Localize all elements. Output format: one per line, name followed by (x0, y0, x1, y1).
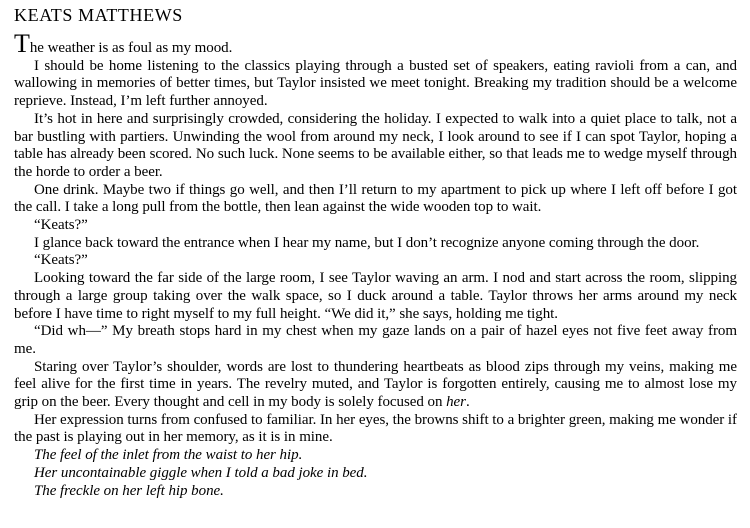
dialogue-paragraph: “Keats?” (34, 252, 88, 269)
body-paragraph: It’s hot in here and surprisingly crowded, considering the holiday. I expected to walk into a quiet place to talk, not a bar bustling with partiers. Unwinding the wool from around my neck, I look around to see if I can spot Taylor, hoping a table has already been scored. No such luck. None seems to be available either, so that leads me to wedge myself through the horde to order a beer. (14, 110, 737, 180)
drop-cap: T (14, 29, 30, 58)
focus-text-before: Staring over Taylor’s shoulder, words are lost to thundering heartbeats as blood zips through my veins, making me feel alive for the first time in years. The revelry muted, and Taylor is forgotten entirely, causing me to almost lose my grip on the beer. Every thought and cell in my body is solely focused on (14, 358, 737, 411)
memory-line: The feel of the inlet from the waist to her hip. (34, 447, 303, 464)
dialogue-paragraph: “Keats?” (34, 217, 88, 234)
opening-text: he weather is as foul as my mood. (29, 40, 233, 56)
body-paragraph: “Did wh—” My breath stops hard in my chest when my gaze lands on a pair of hazel eyes not five feet away from me. (14, 323, 737, 357)
body-paragraph: I glance back toward the entrance when I hear my name, but I don’t recognize anyone coming through the door. (34, 234, 700, 251)
body-paragraph: One drink. Maybe two if things go well, and then I’ll return to my apartment to pick up where I left off before I got the call. I take a long pull from the bottle, then lean against the wide wooden top to wait. (14, 181, 737, 216)
opening-paragraph (14, 29, 737, 58)
body-paragraph: Looking toward the far side of the large room, I see Taylor waving an arm. I nod and start across the room, slipping through a large group taking over the walk space, so I duck around a table. Taylor throws her arms around my neck before I have time to right myself to my full height. “We did it,” she says, holding me tight. (14, 270, 737, 322)
body-paragraph-with-emphasis (14, 359, 737, 412)
memory-line: The freckle on her left hip bone. (34, 482, 224, 499)
chapter-title: KEATS MATTHEWS (14, 5, 183, 25)
focus-text-after: . (465, 394, 470, 411)
body-paragraph: Her expression turns from confused to familiar. In her eyes, the browns shift to a brighter green, making me wonder if the past is playing out in her memory, as it is in mine. (14, 411, 737, 446)
memory-line: Her uncontainable giggle when I told a bad joke in bed. (34, 464, 368, 481)
focus-emphasis-word: her (446, 394, 466, 411)
body-paragraph: I should be home listening to the classics playing through a busted set of speakers, eating ravioli from a can, and wallowing in memories of better times, but Taylor insisted we meet tonight. Breaking my tradition should be a welcome reprieve. Instead, I’m left further annoyed. (14, 57, 737, 110)
